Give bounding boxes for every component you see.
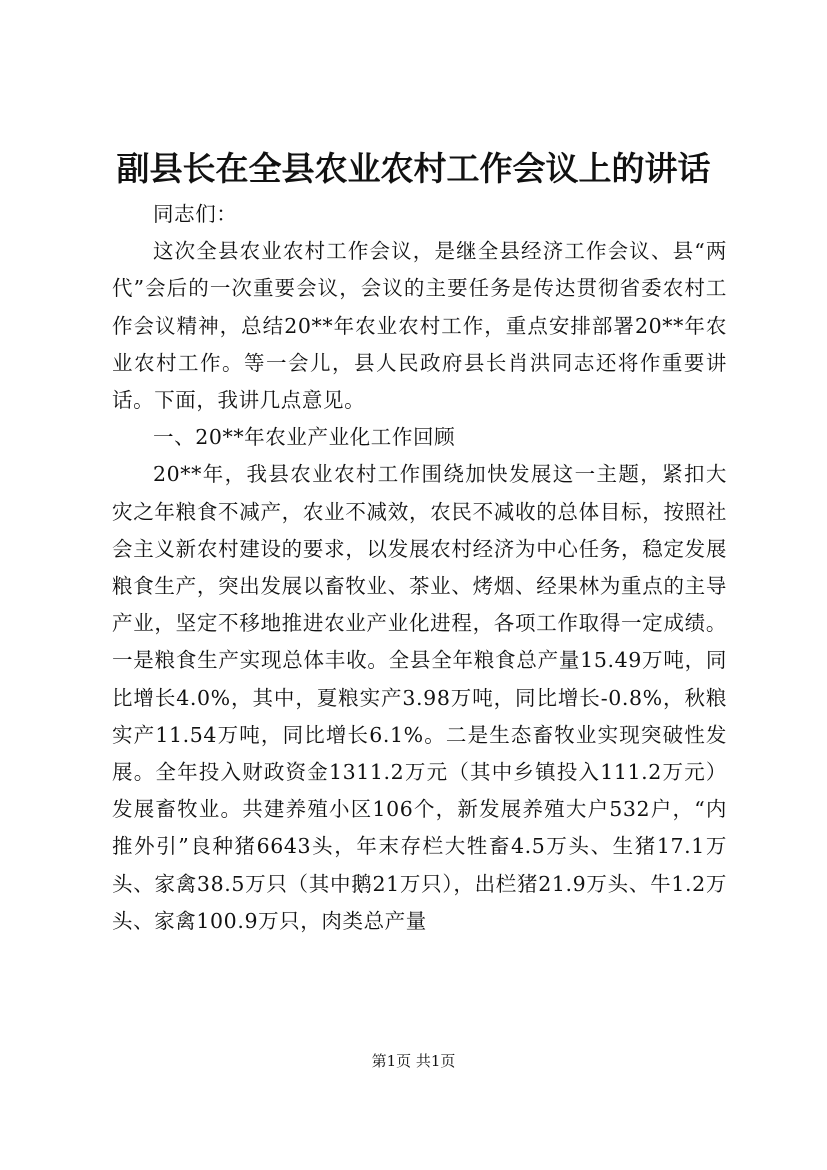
document-title: 副县长在全县农业农村工作会议上的讲话: [116, 149, 711, 188]
document-body: [112, 196, 727, 940]
paragraph-review: 20**年，我县农业农村工作围绕加快发展这一主题，紧扣大灾之年粮食不减产，农业不减效，农民不减收的总体目标，按照社会主义新农村建设的要求，以发展农村经济为中心任务，稳定发展粮食生产，突出发展以畜牧业、茶业、烤烟、经果林为重点的主导产业，坚定不移地推进农业产业化进程，各项工作取得一定成绩。一是粮食生产实现总体丰收。全县全年粮食总产量15.49万吨，同比增长4.0%，其中，夏粮实产3.98万吨，同比增长-0.8%，秋粮实产11.54万吨，同比增长6.1%。二是生态畜牧业实现突破性发展。全年投入财政资金1311.2万元（其中乡镇投入111.2万元）发展畜牧业。共建养殖小区106个，新发展养殖大户532户，“内推外引”良种猪6643头，年末存栏大牲畜4.5万头、生猪17.1万头、家禽38.5万只（其中鹅21万只），出栏猪21.9万头、牛1.2万头、家禽100.9万只，肉类总产量: [112, 462, 727, 933]
salutation: 同志们：: [153, 202, 238, 226]
section-heading: 一、20**年农业产业化工作回顾: [153, 425, 456, 450]
page-footer: 第1页 共1页: [371, 1052, 456, 1070]
paragraph-intro: 这次全县农业农村工作会议，是继全县经济工作会议、县“两代”会后的一次重要会议，会议的主要任务是传达贯彻省委农村工作会议精神，总结20**年农业农村工作，重点安排部署20**年农业农村工作。等一会儿，县人民政府县长肖洪同志还将作重要讲话。下面，我讲几点意见。: [112, 239, 727, 413]
